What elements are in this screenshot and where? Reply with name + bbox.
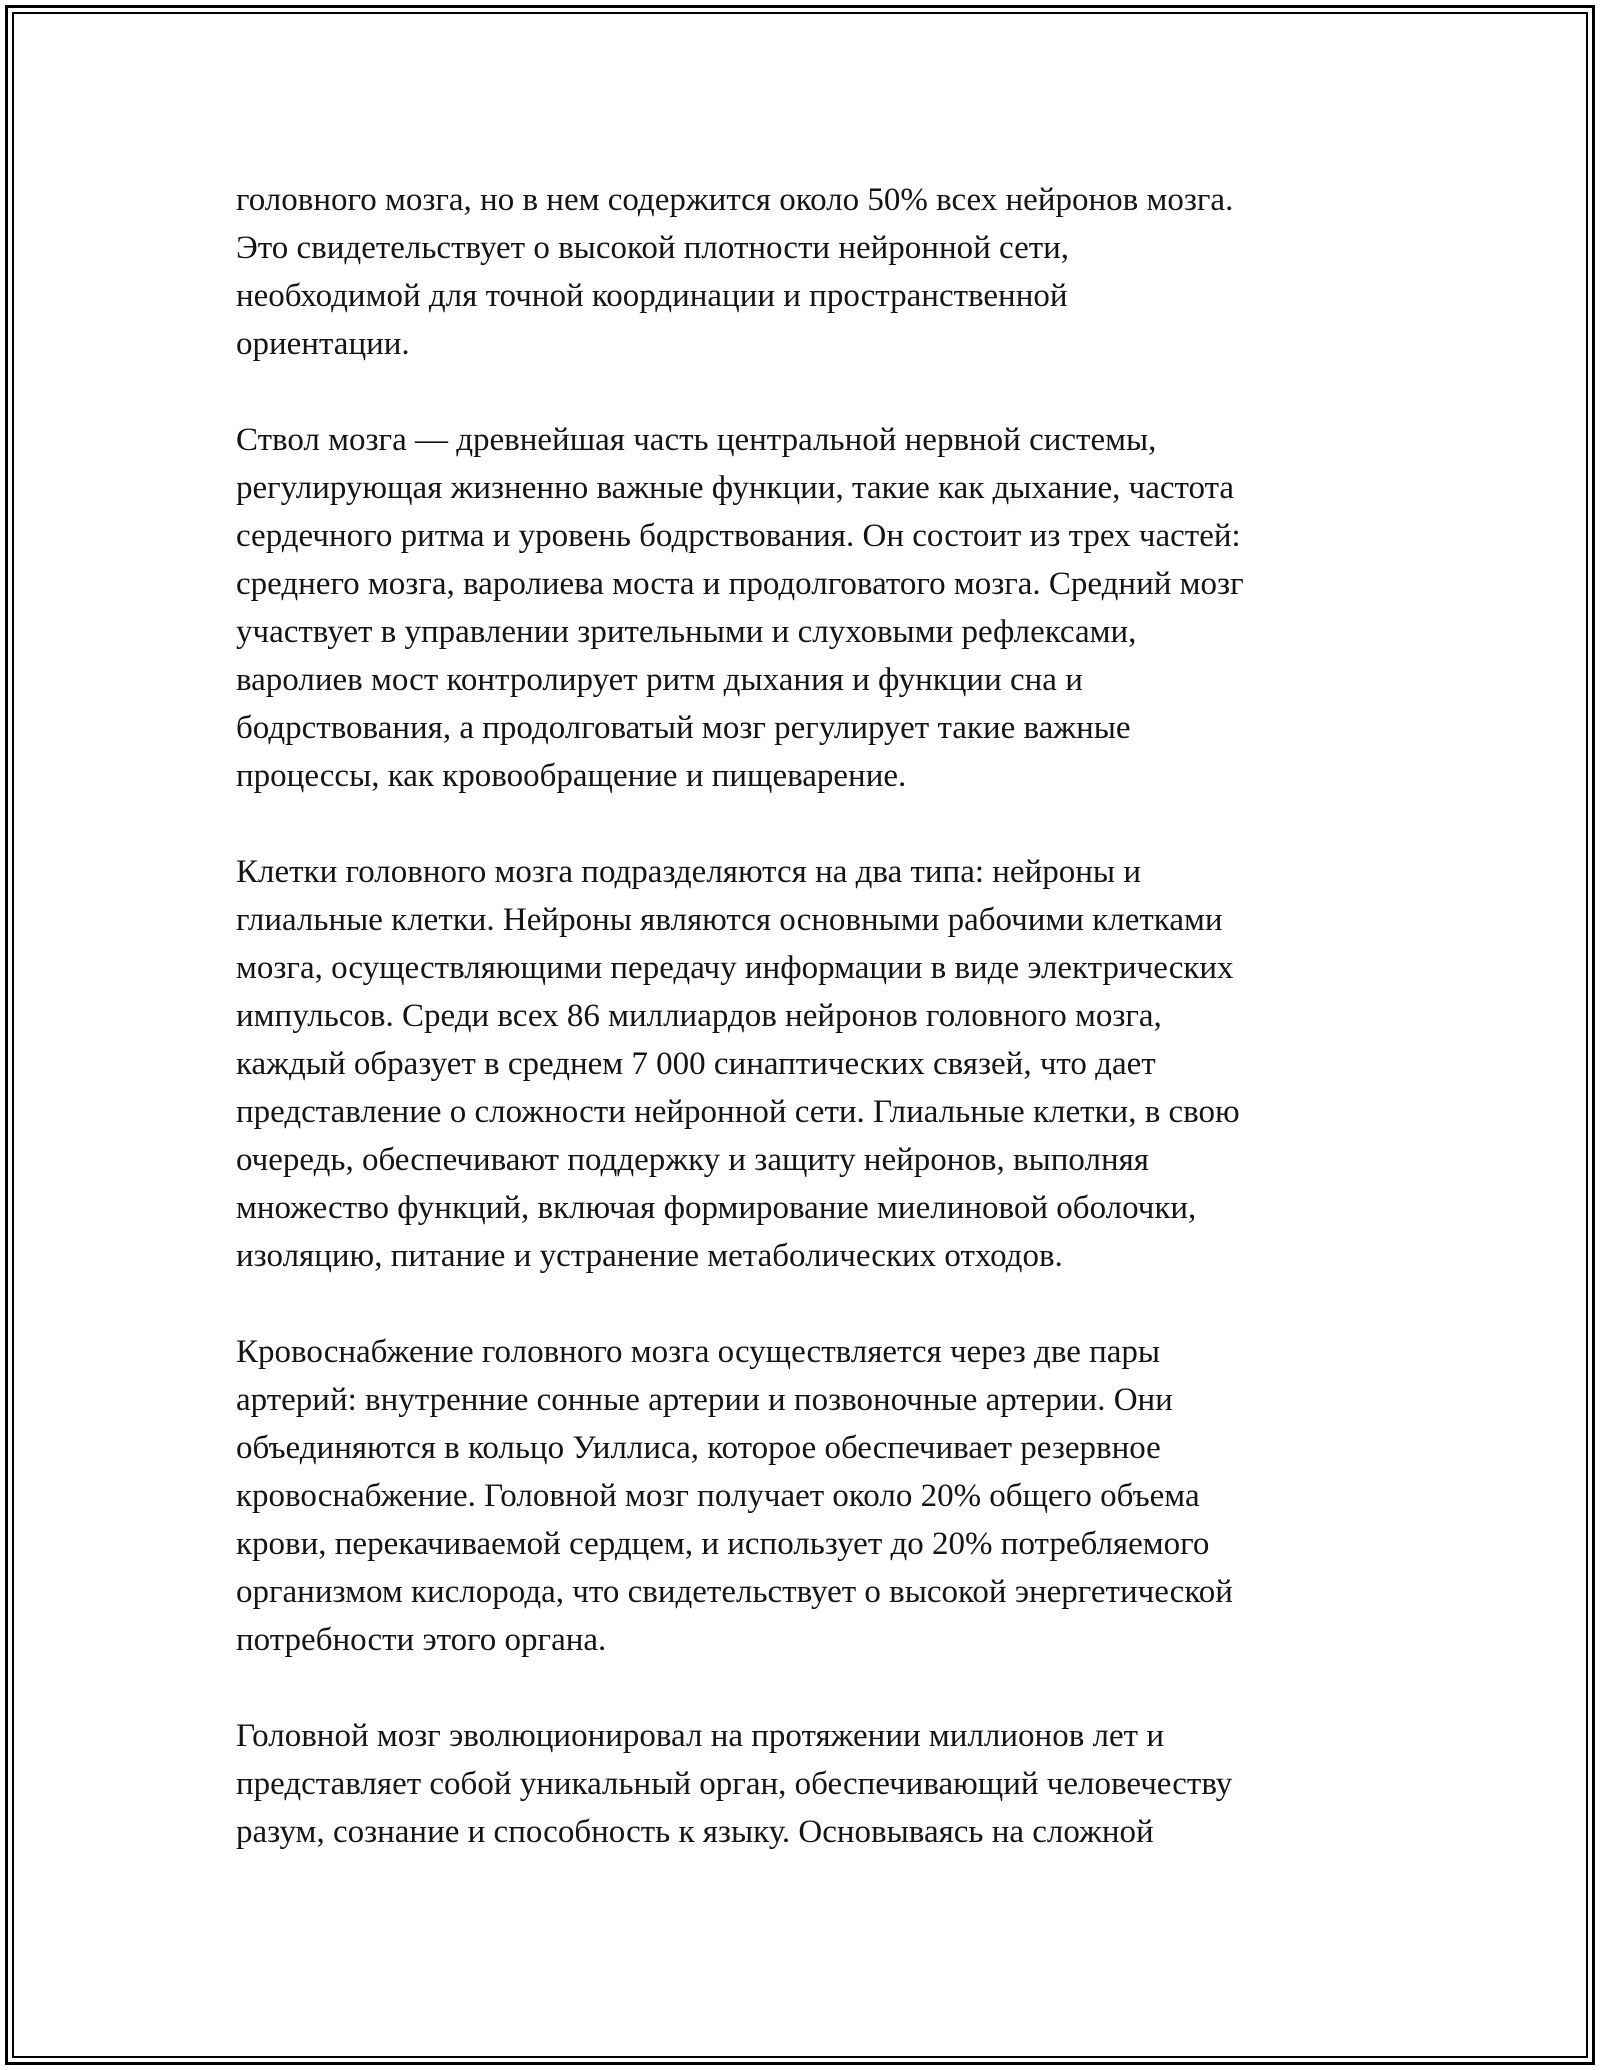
paragraph-cerebellum-neurons (236, 176, 1436, 368)
text-line: среднего мозга, варолиева моста и продолговатого мозга. Средний мозг (236, 566, 1244, 602)
text-line: процессы, как кровообращение и пищеварение. (236, 758, 907, 794)
text-line: головного мозга, но в нем содержится около 50% всех нейронов мозга. (236, 182, 1234, 218)
text-line: объединяются в кольцо Уиллиса, которое обеспечивает резервное (236, 1430, 1161, 1466)
text-line: очередь, обеспечивают поддержку и защиту нейронов, выполняя (236, 1142, 1149, 1178)
text-line: представляет собой уникальный орган, обеспечивающий человечеству (236, 1766, 1233, 1802)
text-line: потребности этого органа. (236, 1622, 607, 1658)
text-line: бодрствования, а продолговатый мозг регулирует такие важные (236, 710, 1131, 746)
text-line: участвует в управлении зрительными и слуховыми рефлексами, (236, 614, 1137, 650)
text-line: сердечного ритма и уровень бодрствования. Он состоит из трех частей: (236, 518, 1241, 554)
text-line: кровоснабжение. Головной мозг получает около 20% общего объема (236, 1478, 1200, 1514)
text-line: необходимой для точной координации и пространственной (236, 278, 1068, 314)
paragraph-brainstem (236, 416, 1436, 800)
text-line: мозга, осуществляющими передачу информации в виде электрических (236, 950, 1234, 986)
paragraph-evolution (236, 1712, 1436, 1856)
text-line: Ствол мозга — древнейшая часть центральной нервной системы, (236, 422, 1157, 458)
text-line: варолиев мост контролирует ритм дыхания и функции сна и (236, 662, 1083, 698)
text-line: изоляцию, питание и устранение метаболических отходов. (236, 1238, 1063, 1274)
text-line: ориентации. (236, 326, 410, 362)
text-line: артерий: внутренние сонные артерии и позвоночные артерии. Они (236, 1382, 1173, 1418)
paragraph-brain-cells (236, 848, 1436, 1280)
text-line: регулирующая жизненно важные функции, такие как дыхание, частота (236, 470, 1235, 506)
text-line: крови, перекачиваемой сердцем, и использует до 20% потребляемого (236, 1526, 1210, 1562)
text-line: Кровоснабжение головного мозга осуществляется через две пары (236, 1334, 1161, 1370)
text-line: множество функций, включая формирование миелиновой оболочки, (236, 1190, 1197, 1226)
text-line: Головной мозг эволюционировал на протяжении миллионов лет и (236, 1718, 1164, 1754)
text-line: импульсов. Среди всех 86 миллиардов нейронов головного мозга, (236, 998, 1162, 1034)
text-line: Клетки головного мозга подразделяются на два типа: нейроны и (236, 854, 1141, 890)
text-line: Это свидетельствует о высокой плотности нейронной сети, (236, 230, 1070, 266)
text-line: организмом кислорода, что свидетельствует о высокой энергетической (236, 1574, 1233, 1610)
text-line: представление о сложности нейронной сети. Глиальные клетки, в свою (236, 1094, 1240, 1130)
text-line: каждый образует в среднем 7 000 синаптических связей, что дает (236, 1046, 1156, 1082)
text-line: разум, сознание и способность к языку. Основываясь на сложной (236, 1814, 1154, 1850)
text-line: глиальные клетки. Нейроны являются основными рабочими клетками (236, 902, 1223, 938)
document-body (236, 176, 1436, 1904)
paragraph-blood-supply (236, 1328, 1436, 1664)
